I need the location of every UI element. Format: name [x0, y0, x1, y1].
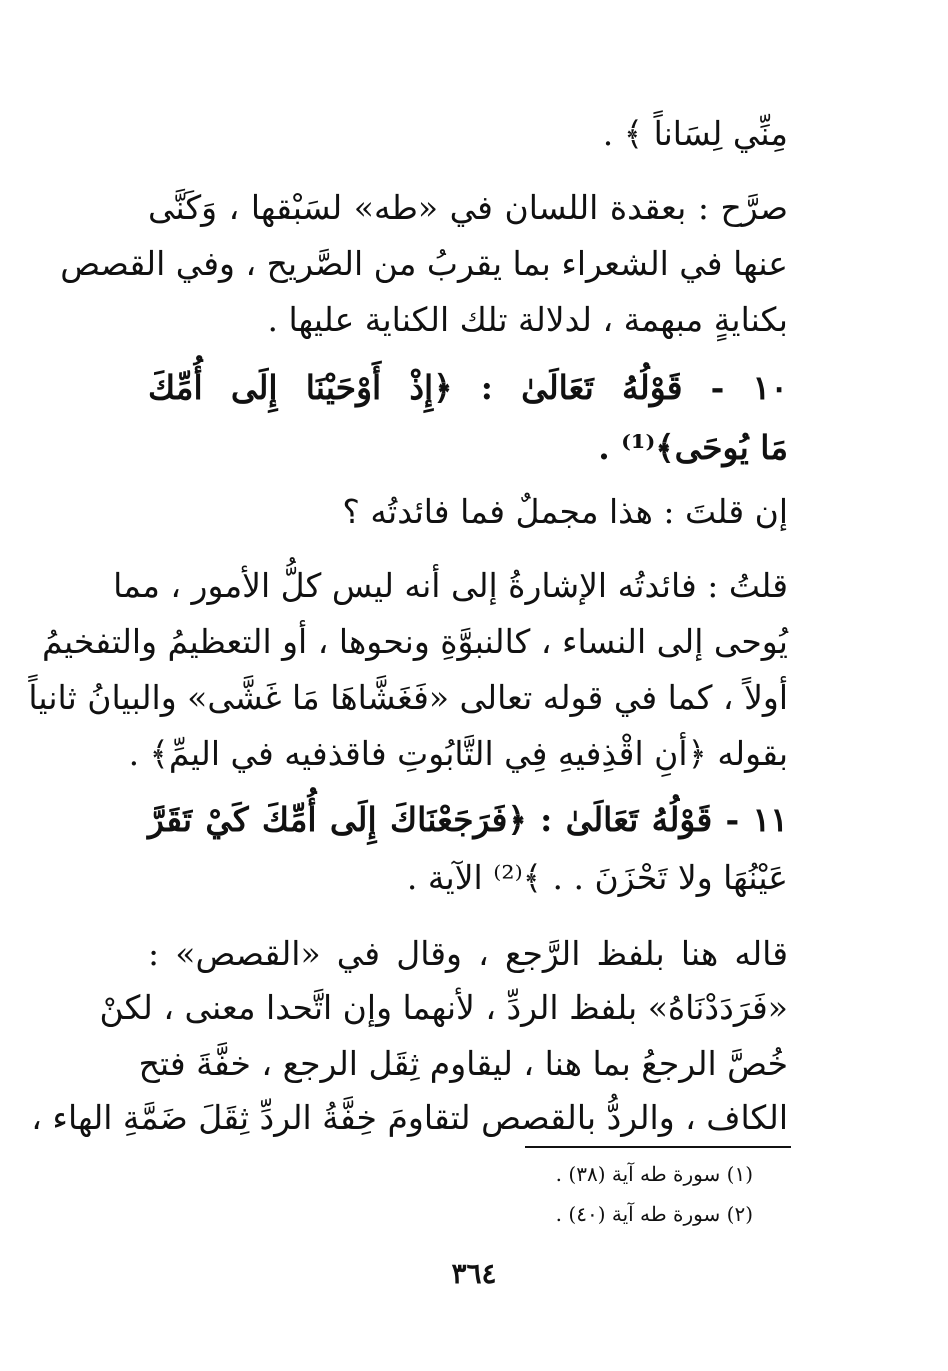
- verse-heading-10: ١٠ - قَوْلُهُ تَعَالَىٰ : ﴿إِذْ أَوْحَيْنَا إِلَى أُمِّكَ: [148, 368, 788, 407]
- text-line: مِنِّي لِسَاناً ﴾ .: [602, 114, 788, 153]
- text-line: خُصَّ الرجعُ بما هنا ، ليقاوم ثِقَل الرجع ، خفَّةَ فتح: [138, 1044, 788, 1083]
- text-line: بكنايةٍ مبهمة ، لدلالة تلك الكناية عليها .: [267, 300, 788, 339]
- verse-heading-11: ١١ - قَوْلُهُ تَعَالَىٰ : ﴿فَرَجَعْنَاكَ إِلَى أُمِّكَ كَيْ تَقَرَّ: [148, 800, 788, 839]
- footnote: (٢) سورة طه آية (٤٠) .: [555, 1202, 753, 1226]
- text-line: صرَّح : بعقدة اللسان في «طه» لسَبْقها ، وَكَنَّى: [148, 188, 788, 227]
- page-number: ٣٦٤: [451, 1257, 497, 1290]
- footnote: (١) سورة طه آية (٣٨) .: [555, 1162, 753, 1186]
- text-line: الكاف ، والردُّ بالقصص لتقاومَ خِفَّةُ الردِّ ثِقَلَ ضَمَّةِ الهاء ،: [31, 1098, 788, 1137]
- text-line: قلتُ : فائدتُه الإشارةُ إلى أنه ليس كلُّ الأمور ، مما: [113, 566, 788, 605]
- text-line: عَيْنُهَا ولا تَحْزَنَ . . ﴾⁽²⁾ الآية .: [406, 858, 788, 897]
- footnote-divider: [525, 1146, 791, 1148]
- text-line: يُوحى إلى النساء ، كالنبوَّةِ ونحوها ، أو التعظيمُ والتفخيمُ: [42, 622, 788, 661]
- question-line: إن قلتَ : هذا مجملٌ فما فائدتُه ؟: [342, 492, 788, 531]
- text-line: قاله هنا بلفظ الرَّجع ، وقال في «القصص» :: [148, 934, 788, 973]
- text-line: عنها في الشعراء بما يقربُ من الصَّريح ، وفي القصص: [60, 244, 788, 283]
- text-line: مَا يُوحَى﴾⁽¹⁾ .: [598, 428, 788, 467]
- text-line: بقوله ﴿أنِ اقْذِفيهِ فِي التَّابُوتِ فاقذفيه في اليمِّ﴾ .: [128, 734, 788, 773]
- text-line: أولاً ، كما في قوله تعالى «فَغَشَّاهَا مَا غَشَّى» والبيانُ ثانياً: [28, 678, 788, 717]
- text-line: «فَرَدَدْنَاهُ» بلفظ الردِّ ، لأنهما وإن اتَّحدا معنى ، لكنْ: [99, 988, 788, 1027]
